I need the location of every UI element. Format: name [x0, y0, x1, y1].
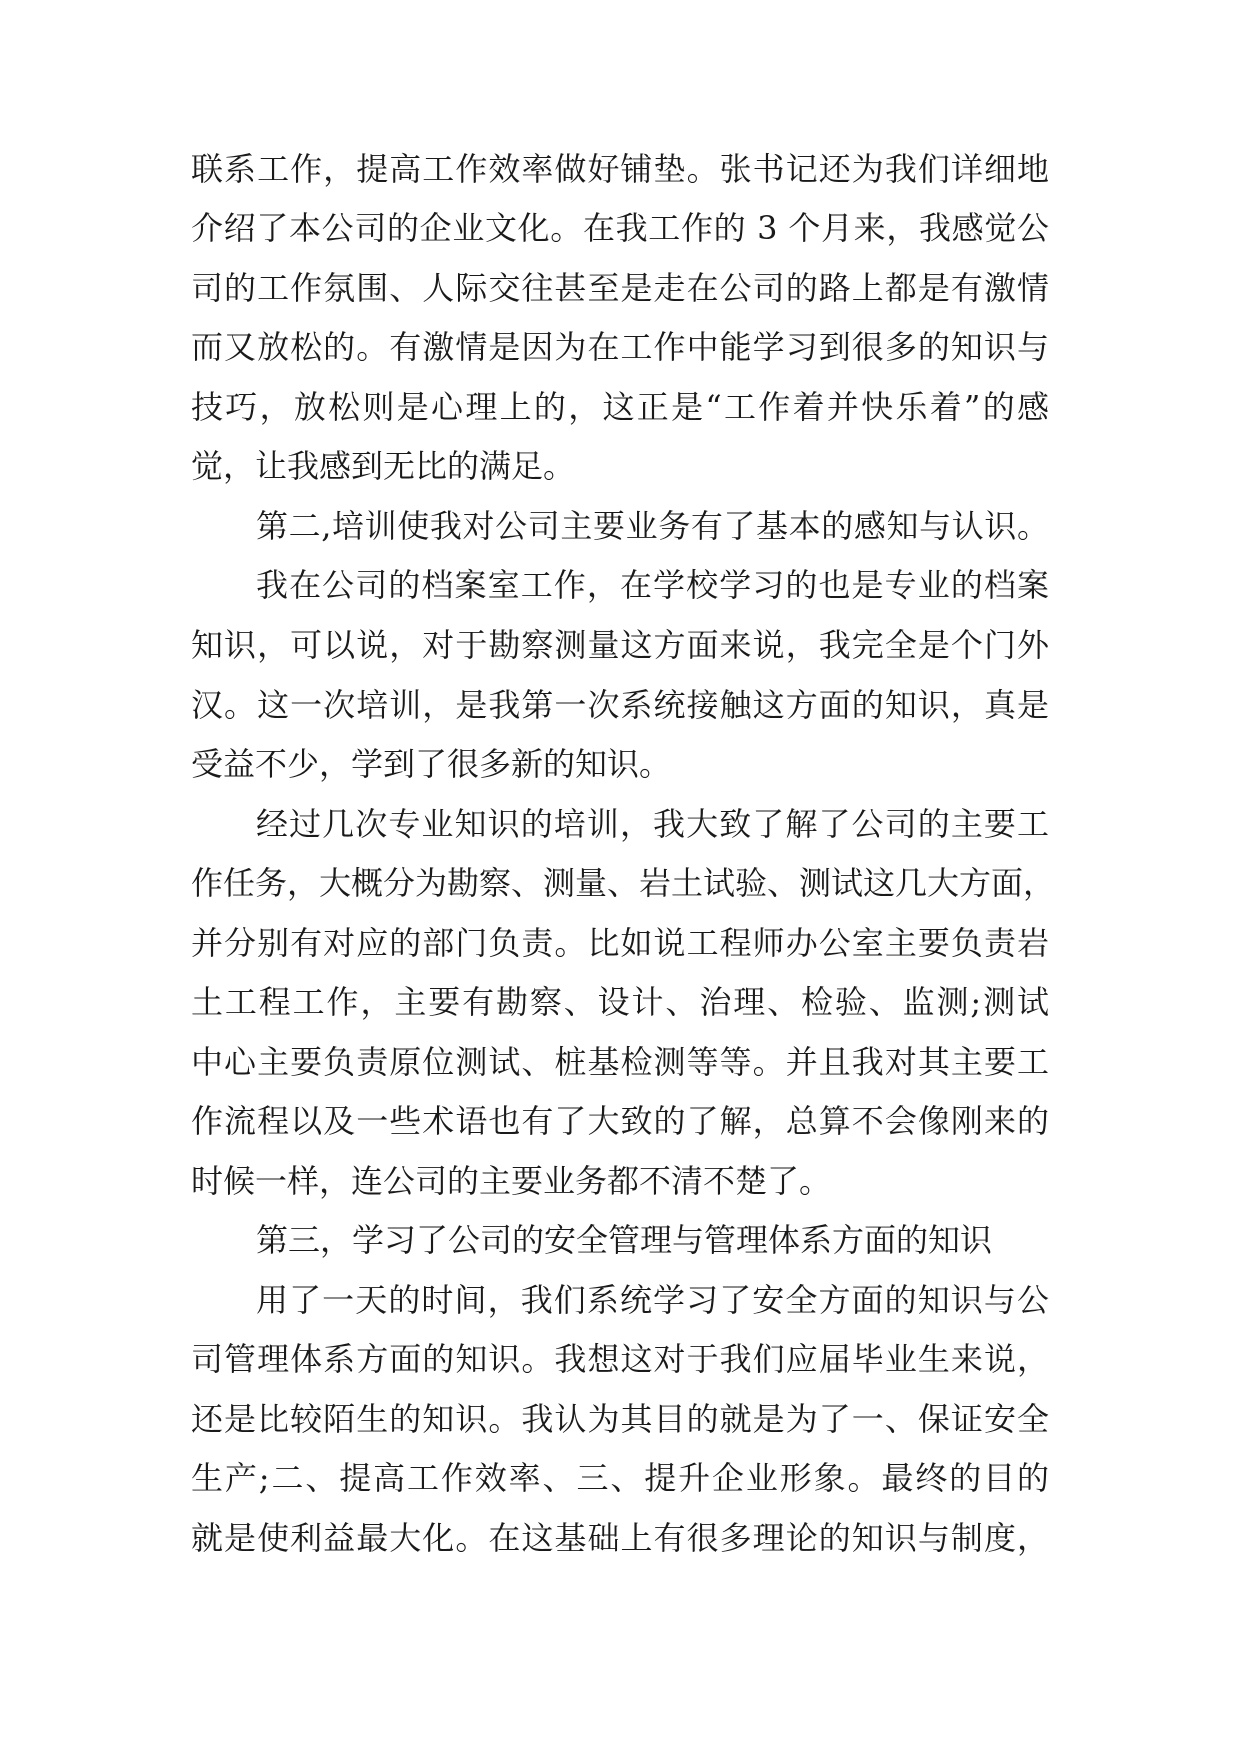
- text-line: 用了一天的时间，我们系统学习了安全方面的知识与公: [256, 1281, 1049, 1319]
- text-line: 觉，让我感到无比的满足。: [191, 447, 576, 485]
- text-line: 技巧，放松则是心理上的，这正是“工作着并快乐着”的感: [191, 388, 1049, 426]
- text-line: 知识，可以说，对于勘察测量这方面来说，我完全是个门外: [191, 626, 1049, 664]
- text-line: 介绍了本公司的企业文化。在我工作的 3 个月来，我感觉公: [191, 209, 1049, 247]
- text-line: 土工程工作，主要有勘察、设计、治理、检验、监测;测试: [191, 983, 1049, 1021]
- text-line: 我在公司的档案室工作，在学校学习的也是专业的档案: [256, 566, 1049, 604]
- text-line: 受益不少，学到了很多新的知识。: [191, 745, 672, 783]
- text-line: 司管理体系方面的知识。我想这对于我们应届毕业生来说，: [191, 1340, 1049, 1378]
- text-line: 并分别有对应的部门负责。比如说工程师办公室主要负责岩: [191, 924, 1049, 962]
- text-line: 作任务，大概分为勘察、测量、岩土试验、测试这几大方面，: [191, 864, 1056, 902]
- section-heading: 第三，学习了公司的安全管理与管理体系方面的知识: [256, 1221, 993, 1259]
- text-line: 经过几次专业知识的培训，我大致了解了公司的主要工: [256, 805, 1049, 843]
- text-line: 时候一样，连公司的主要业务都不清不楚了。: [191, 1162, 832, 1200]
- text-line: 作流程以及一些术语也有了大致的了解，总算不会像刚来的: [191, 1102, 1049, 1140]
- section-heading: 第二,培训使我对公司主要业务有了基本的感知与认识。: [256, 507, 1049, 545]
- text-line: 联系工作，提高工作效率做好铺垫。张书记还为我们详细地: [191, 150, 1049, 188]
- text-line: 生产;二、提高工作效率、三、提升企业形象。最终的目的: [191, 1459, 1049, 1497]
- text-line: 就是使利益最大化。在这基础上有很多理论的知识与制度，: [191, 1519, 1049, 1557]
- text-line: 而又放松的。有激情是因为在工作中能学习到很多的知识与: [191, 328, 1049, 366]
- text-line: 司的工作氛围、人际交往甚至是走在公司的路上都是有激情: [191, 269, 1049, 307]
- text-line: 中心主要负责原位测试、桩基检测等等。并且我对其主要工: [191, 1043, 1049, 1081]
- text-line: 汉。这一次培训，是我第一次系统接触这方面的知识，真是: [191, 686, 1049, 724]
- text-line: 还是比较陌生的知识。我认为其目的就是为了一、保证安全: [191, 1400, 1049, 1438]
